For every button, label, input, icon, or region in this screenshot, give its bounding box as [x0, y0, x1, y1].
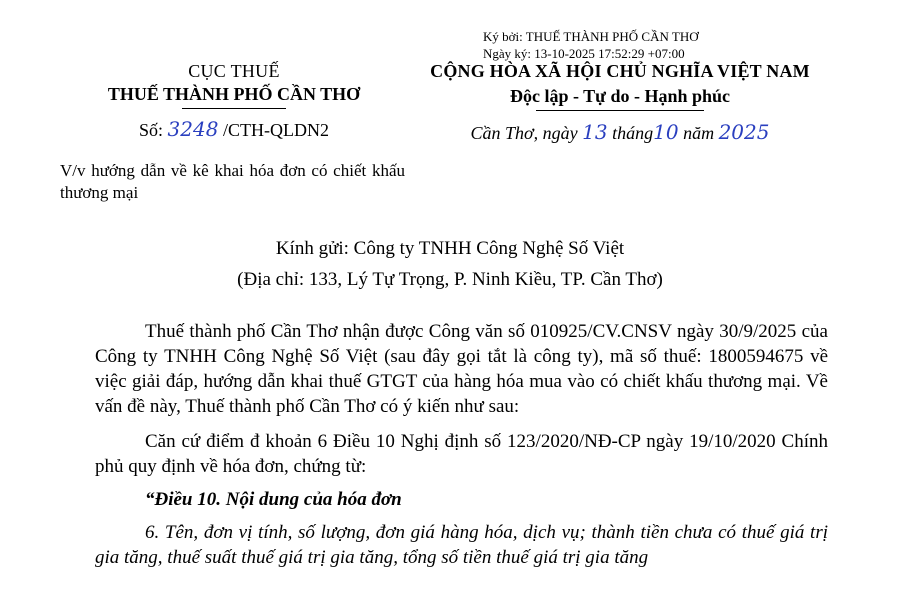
document-number	[60, 117, 408, 141]
document-subject: V/v hướng dẫn về kê khai hóa đơn có chiết khấu thương mại	[60, 161, 405, 202]
article-quote: 6. Tên, đơn vị tính, số lượng, đơn giá hàng hóa, dịch vụ; thành tiền chưa có thuế giá trị gia tăng, thuế suất thuế giá trị gia tăng, tổng số tiền thuế giá trị gia tăng	[95, 522, 828, 568]
day-handwritten: 13	[582, 120, 608, 144]
body-paragraph: Căn cứ điểm đ khoản 6 Điều 10 Nghị định số 123/2020/NĐ-CP ngày 19/10/2020 Chính phủ quy định về hóa đơn, chứng từ:	[95, 431, 828, 477]
issuing-agency-block	[60, 60, 408, 141]
national-motto: Độc lập - Tự do - Hạnh phúc	[509, 86, 731, 106]
year-handwritten: 2025	[718, 120, 770, 144]
recipient-address: (Địa chỉ: 133, Lý Tự Trọng, P. Ninh Kiều, TP. Cần Thơ)	[237, 269, 663, 290]
doc-number-prefix: Số:	[139, 120, 164, 140]
article-heading: “Điều 10. Nội dung của hóa đơn	[145, 489, 402, 510]
body-paragraph: Thuế thành phố Cần Thơ nhận được Công văn số 010925/CV.CNSV ngày 30/9/2025 của Công ty TNHH Công Nghệ Số Việt (sau đây gọi tắt là công ty), mã số thuế: 1800594675 về việc giải đáp, hướng dẫn khai thuế GTGT của hàng hóa mua vào có chiết khấu thương mại. Về vấn đề này, Thuế thành phố Cần Thơ có ý kiến như sau:	[95, 321, 828, 417]
signed-by-text: Ký bởi: THUẾ THÀNH PHỐ CẦN THƠ	[483, 29, 699, 44]
recipient-name: Kính gửi: Công ty TNHH Công Nghệ Số Việt	[275, 238, 625, 259]
recipient-block	[0, 233, 900, 295]
department-name: THUẾ THÀNH PHỐ CẦN THƠ	[107, 84, 361, 104]
document-body	[95, 319, 828, 570]
date-place: Cần Thơ, ngày	[470, 123, 578, 143]
year-label: năm	[683, 123, 715, 143]
digital-signature-stamp	[483, 28, 699, 62]
month-handwritten: 10	[653, 120, 679, 144]
nation-title: CỘNG HÒA XÃ HỘI CHỦ NGHĨA VIỆT NAM	[430, 61, 810, 81]
doc-number-suffix: /CTH-QLDN2	[222, 120, 329, 140]
signed-date-text: Ngày ký: 13-10-2025 17:52:29 +07:00	[483, 46, 685, 61]
motto-underline	[536, 110, 704, 111]
document-date	[405, 120, 835, 144]
agency-underline	[182, 108, 286, 109]
agency-name: CỤC THUẾ	[188, 61, 280, 81]
national-header-block	[405, 60, 835, 144]
doc-number-handwritten: 3248	[167, 117, 219, 141]
month-label: tháng	[612, 123, 654, 143]
